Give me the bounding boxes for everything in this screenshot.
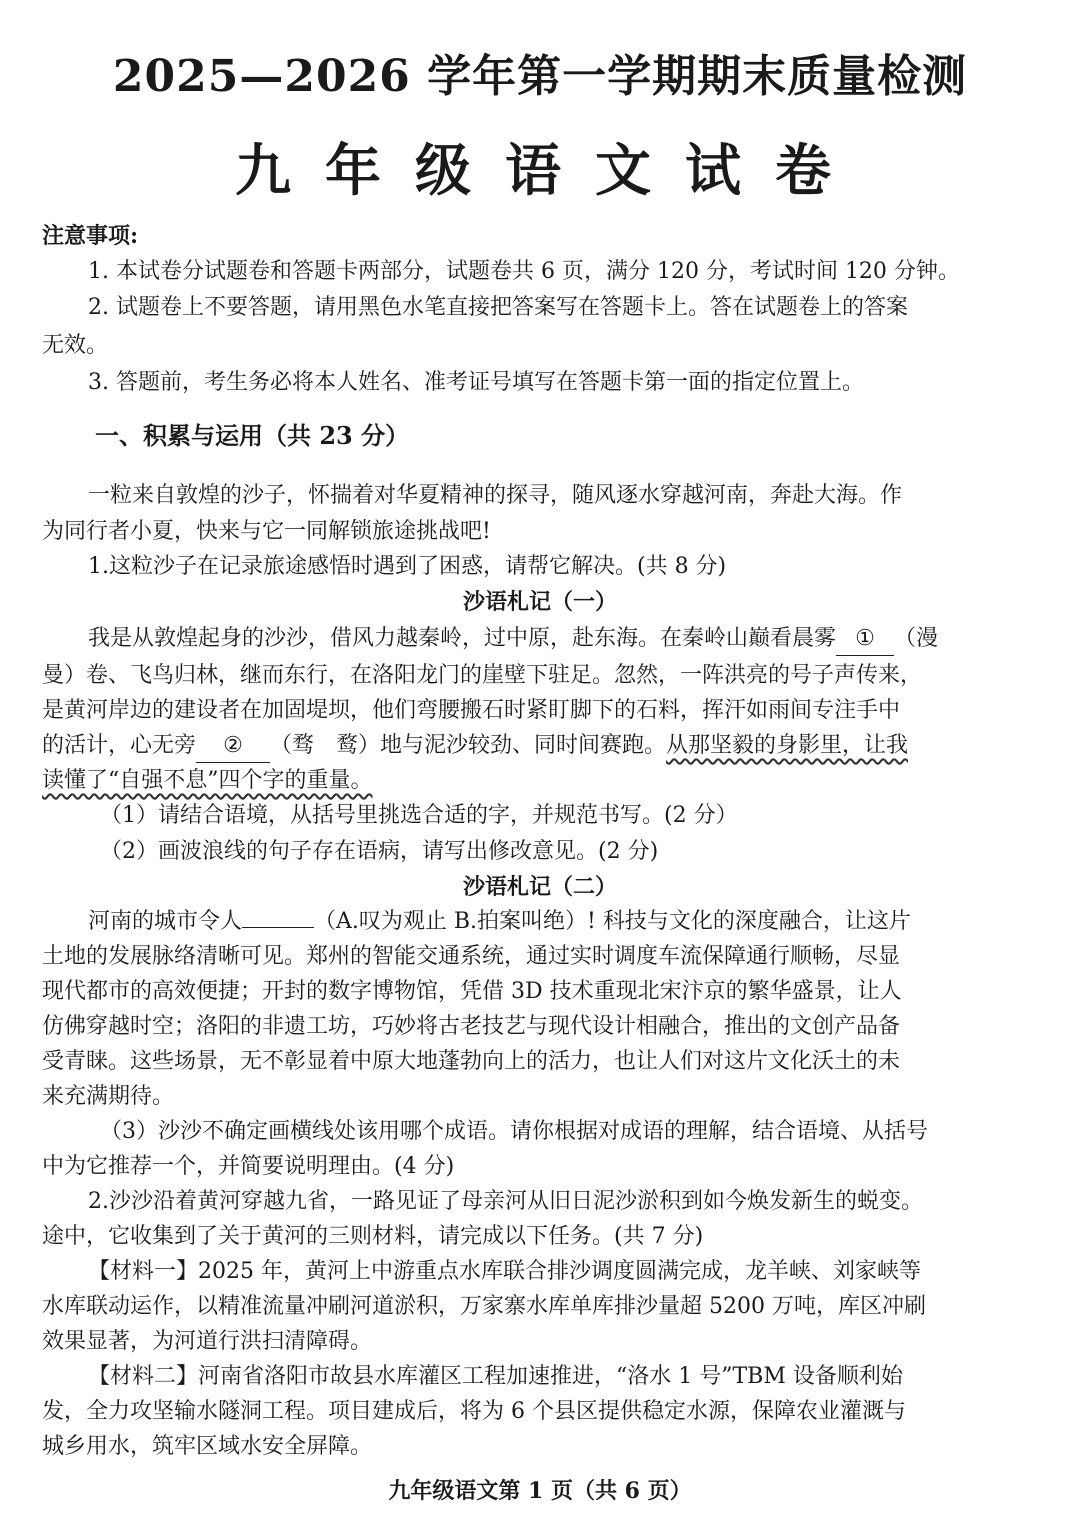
note-1-title: 沙语札记（一） (462, 589, 617, 615)
notice-item-2: 2. 试题卷上不要答题，请用黑色水笔直接把答案写在答题卡上。答在试题卷上的答案 (88, 295, 908, 320)
material-2-cont: 发，全力攻坚输水隧洞工程。项目建成后，将为 6 个县区提供稳定水源，保障农业灌溉与 (42, 1399, 906, 1424)
note-2-line: 土地的发展脉络清晰可见。郑州的智能交通系统，通过实时调度车流保障通行顺畅，尽显 (42, 944, 901, 969)
sub-question-3: （3）沙沙不确定画横线处该用哪个成语。请你根据对成语的理解，结合语境、从括号 (100, 1119, 928, 1144)
note-1-line (42, 730, 1038, 763)
notice-item-3: 3. 答题前，考生务必将本人姓名、准考证号填写在答题卡第一面的指定位置上。 (88, 370, 864, 395)
answer-blank-2: ② (196, 730, 270, 763)
wavy-underlined-sentence: 从那坚毅的身影里，让我 (666, 733, 909, 758)
note-1-line: 曼）卷、飞鸟归林，继而东行，在洛阳龙门的崖壁下驻足。忽然，一阵洪亮的号子声传来， (42, 663, 923, 688)
material-2: 【材料二】河南省洛阳市故县水库灌区工程加速推进，“洛水 1 号”TBM 设备顺利始 (88, 1364, 903, 1389)
intro-line: 一粒来自敦煌的沙子，怀揣着对华夏精神的探寻，随风逐水穿越河南，奔赴大海。作 (88, 483, 903, 508)
note-1-line (88, 623, 1038, 656)
text-span: （A.叹为观止 B.拍案叫绝）! 科技与文化的深度融合，让这片 (314, 909, 911, 934)
material-1-cont: 水库联动运作，以精准流量冲刷河道淤积，万家寨水库单库排沙量超 5200 万吨，库区冲刷 (42, 1294, 926, 1319)
text-span: （骛 鹜）地与泥沙较劲、同时间赛跑。 (270, 733, 667, 758)
text-span: 我是从敦煌起身的沙沙，借风力越秦岭，过中原，赴东海。在秦岭山巅看晨雾 (88, 626, 837, 651)
text-span: 河南的城市令人 (88, 909, 243, 934)
notice-item-2-cont: 无效。 (42, 333, 109, 358)
intro-line: 为同行者小夏，快来与它一同解锁旅途挑战吧! (42, 519, 491, 544)
material-1-cont: 效果显著，为河道行洪扫清障碍。 (42, 1329, 373, 1354)
notice-heading: 注意事项: (42, 223, 139, 249)
notice-item-1: 1. 本试卷分试题卷和答题卡两部分，试题卷共 6 页，满分 120 分，考试时间 120 分钟。 (88, 259, 960, 284)
note-2-line: 来充满期待。 (42, 1084, 175, 1109)
question-2: 2.沙沙沿着黄河穿越九省，一路见证了母亲河从旧日泥沙淤积到如今焕发新生的蜕变。 (88, 1189, 923, 1214)
section-heading: 一、积累与运用（共 23 分） (95, 421, 410, 450)
text-span: （漫 (894, 626, 939, 651)
question-2-cont: 途中，它收集到了关于黄河的三则材料，请完成以下任务。(共 7 分) (42, 1224, 704, 1249)
answer-blank-1: ① (836, 623, 894, 656)
text-span: 的活计，心无旁 (42, 733, 197, 758)
note-2-line (88, 906, 1038, 938)
wavy-underlined-sentence: 读懂了“自强不息”四个字的重量。 (42, 768, 373, 793)
note-2-line: 仿佛穿越时空；洛阳的非遗工坊，巧妙将古老技艺与现代设计相融合，推出的文创产品备 (42, 1014, 901, 1039)
note-2-title: 沙语札记（二） (462, 874, 617, 900)
sub-question-1: （1）请结合语境，从括号里挑选合适的字，并规范书写。(2 分） (100, 803, 738, 828)
material-1: 【材料一】2025 年，黄河上中游重点水库联合排沙调度圆满完成，龙羊峡、刘家峡等 (88, 1259, 921, 1284)
note-2-line: 受青睐。这些场景，无不彰显着中原大地蓬勃向上的活力，也让人们对这片文化沃土的未 (42, 1049, 901, 1074)
material-2-cont: 城乡用水，筑牢区域水安全屏障。 (42, 1434, 373, 1459)
exam-subtitle: 九年级语文试卷 (235, 138, 865, 204)
answer-blank-3 (242, 927, 314, 928)
note-2-line: 现代都市的高效便捷；开封的数字博物馆，凭借 3D 技术重现北宋汴京的繁华盛景，让人 (42, 979, 902, 1004)
sub-question-2: （2）画波浪线的句子存在语病，请写出修改意见。(2 分) (100, 839, 659, 864)
note-1-line (42, 765, 1038, 797)
sub-question-3-cont: 中为它推荐一个，并简要说明理由。(4 分) (42, 1154, 455, 1179)
page-footer: 九年级语文第 1 页（共 6 页） (388, 1478, 692, 1504)
note-1-line: 是黄河岸边的建设者在加固堤坝，他们弯腰搬石时紧盯脚下的石料，挥汗如雨间专注手中 (42, 698, 901, 723)
exam-title: 2025—2026 学年第一学期期末质量检测 (112, 51, 968, 102)
question-1: 1.这粒沙子在记录旅途感悟时遇到了困惑，请帮它解决。(共 8 分) (88, 554, 727, 579)
